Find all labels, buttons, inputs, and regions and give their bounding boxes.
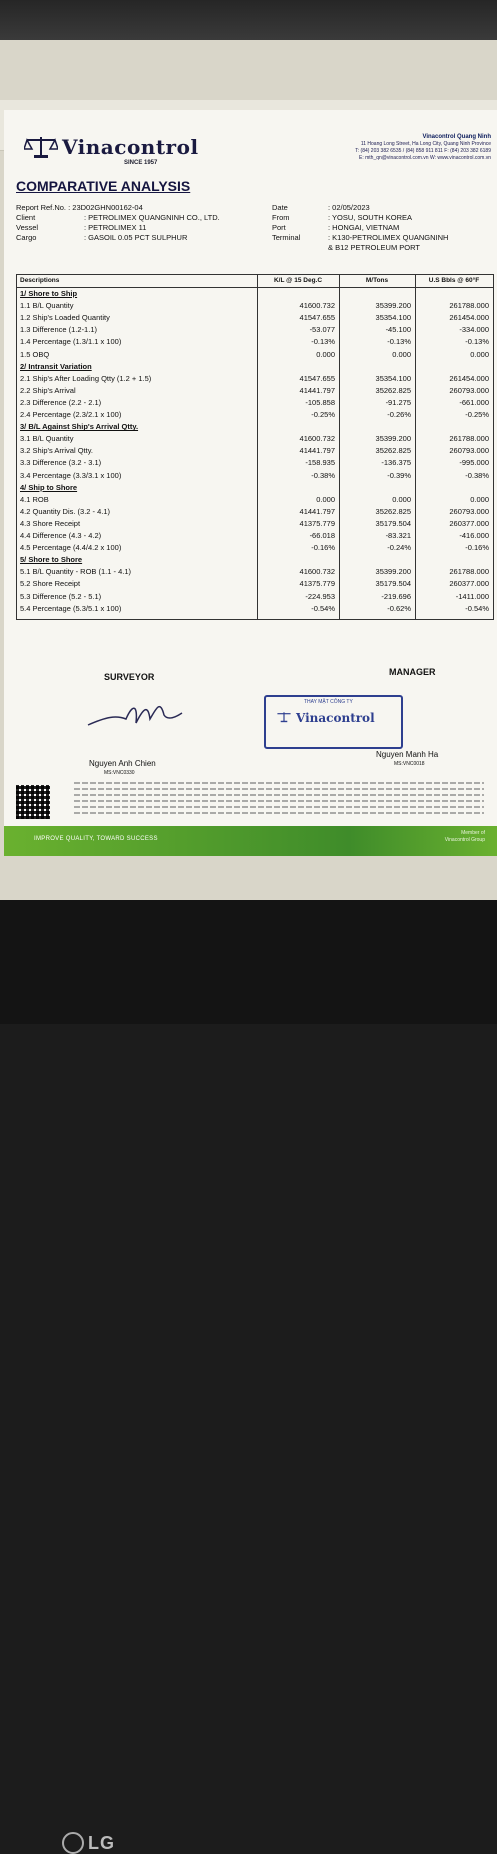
manager-id: MS:VNC0018 [394,761,425,767]
row-value-a: -0.38% [311,470,335,480]
port-label: Port [272,223,286,232]
row-description: 3.2 Ship's Arrival Qtty. [20,446,93,456]
fine-print-line [74,794,484,796]
header-labels-left [16,203,220,243]
stamp-caption: THAY MẶT CÔNG TY [304,699,353,705]
row-description: 2.2 Ship's Arrival [20,385,76,395]
table-row [17,398,493,408]
row-description: 4.3 Shore Receipt [20,518,81,528]
row-value-b: 35179.504 [375,579,411,589]
table-row [17,519,493,529]
row-value-c: 261454.000 [449,373,489,383]
row-value-b: 35262.825 [375,385,411,395]
qr-code [16,785,50,819]
monitor-logo [62,1832,115,1854]
row-description: 3/ B/L Against Ship's Arrival Qtty. [20,422,139,432]
date-value: : 02/05/2023 [328,203,370,212]
row-description: 3.3 Difference (3.2 - 3.1) [20,458,102,468]
table-row [17,313,493,323]
row-description: 5.2 Shore Receipt [20,579,81,589]
cargo-value: : GASOIL 0.05 PCT SULPHUR [84,233,188,242]
manager-label: MANAGER [389,667,436,677]
row-value-a: 41441.797 [299,446,335,456]
row-value-a: -158.935 [305,458,335,468]
row-description: 2.3 Difference (2.2 - 2.1) [20,397,102,407]
row-value-b: -0.39% [387,470,411,480]
row-value-a: 41375.779 [299,579,335,589]
footer-member [445,830,485,844]
row-description: 2.4 Percentage (2.3/2.1 x 100) [20,410,122,419]
document-page [4,110,497,850]
row-description: 5.3 Difference (5.2 - 5.1) [20,591,102,601]
col-header-kl: K/L @ 15 Deg.C [257,275,339,288]
address-line: T: (84) 203 382 6535 / (84) 858 911 811 F: (84) 203 382 6189 [355,148,491,154]
col-header-bbls: U.S Bbls @ 60°F [415,275,493,288]
table-row [17,350,493,360]
monitor-brand: LG [88,1832,115,1853]
stamp-brand: Vinacontrol [296,711,375,725]
row-value-c: -0.13% [465,337,489,347]
comparative-table [16,274,494,620]
row-value-c: -995.000 [459,458,489,468]
row-value-a: 0.000 [316,349,335,359]
row-value-b: -136.375 [381,458,411,468]
col-header-descriptions: Descriptions [17,275,260,288]
client-value: : PETROLIMEX QUANGNINH CO., LTD. [84,213,220,222]
date-label: Date [272,203,288,212]
row-description: 4.2 Quantity Dis. (3.2 - 4.1) [20,506,111,516]
row-description: 2/ Intransit Variation [20,361,92,371]
row-description: 3.4 Percentage (3.3/3.1 x 100) [20,470,122,480]
terminal-value: : K130-PETROLIMEX QUANGNINH [328,233,449,242]
table-row [17,507,493,517]
fine-print-line [74,788,484,790]
table-row [17,579,493,589]
row-value-c: -416.000 [459,531,489,540]
table-section-row [17,483,493,493]
row-value-c: -1411.000 [455,591,489,601]
brand-logo [24,135,199,159]
row-value-b: -45.100 [385,325,411,335]
row-value-b: -91.275 [385,397,411,407]
row-value-a: 41375.779 [299,518,335,528]
row-value-a: -0.25% [311,410,335,419]
cargo-label: Cargo [16,233,37,242]
row-value-a: -66.018 [309,531,335,540]
row-description: 4/ Ship to Shore [20,482,78,492]
fine-print-line [74,806,484,808]
brand-since: SINCE 1957 [124,160,158,166]
row-value-b: 35179.504 [375,518,411,528]
table-section-row [17,422,493,432]
table-section-row [17,555,493,565]
row-value-a: -0.16% [311,543,335,553]
row-description: 1.5 OBQ [20,349,50,359]
footer-slogan: IMPROVE QUALITY, TOWARD SUCCESS [34,836,158,842]
table-row [17,543,493,553]
row-value-b: -219.696 [381,591,411,601]
surveyor-id: MS:VNC0330 [104,770,135,776]
row-value-c: 260377.000 [449,518,489,528]
row-description: 1/ Shore to Ship [20,289,78,298]
row-value-c: 260793.000 [449,385,489,395]
table-row [17,386,493,396]
row-value-a: -224.953 [305,591,335,601]
row-value-b: 35399.200 [375,301,411,311]
table-row [17,495,493,505]
row-value-a: -105.858 [305,397,335,407]
table-row [17,471,493,481]
row-value-c: -0.54% [465,603,489,613]
brand-name: Vinacontrol [62,135,199,159]
table-row [17,374,493,384]
row-value-a: -53.077 [309,325,335,335]
table-section-row [17,289,493,299]
row-description: 4.4 Difference (4.3 - 4.2) [20,531,102,540]
row-description: 4.1 ROB [20,494,49,504]
table-row [17,434,493,444]
fine-print-line [74,812,484,814]
branch-name: Vinacontrol Quang Ninh [422,134,491,140]
row-description: 1.4 Percentage (1.3/1.1 x 100) [20,337,122,347]
row-value-b: 35354.100 [375,313,411,323]
table-row [17,301,493,311]
fine-print-line [74,782,484,784]
row-value-a: -0.13% [311,337,335,347]
col-header-mtons: M/Tons [339,275,415,288]
table-row [17,567,493,577]
terminal-label: Terminal [272,233,301,242]
table-row [17,458,493,468]
branch-address [291,134,491,162]
table-section-row [17,362,493,372]
row-value-a: 41600.732 [299,301,335,311]
row-value-c: 260793.000 [449,506,489,516]
terminal-value-2: & B12 PETROLEUM PORT [328,243,420,252]
report-value: 23D02GHN00162-04 [72,203,143,212]
row-value-a: 41441.797 [299,385,335,395]
row-value-c: -661.000 [459,397,489,407]
row-value-c: 0.000 [470,349,489,359]
table-row [17,446,493,456]
surveyor-label: SURVEYOR [104,672,155,682]
row-value-a: -0.54% [311,603,335,613]
row-description: 4.5 Percentage (4.4/4.2 x 100) [20,543,122,553]
row-value-b: -0.26% [387,410,411,419]
row-description: 1.2 Ship's Loaded Quantity [20,313,110,323]
row-value-c: -0.38% [465,470,489,480]
row-description: 2.1 Ship's After Loading Qtty (1.2 + 1.5) [20,373,152,383]
table-row [17,325,493,335]
row-value-b: 35399.200 [375,434,411,444]
row-value-c: -0.25% [465,410,489,419]
report-label: Report Ref.No. : [16,203,71,212]
row-value-b: 35399.200 [375,567,411,577]
row-description: 3.1 B/L Quantity [20,434,74,444]
scales-logo-icon [24,135,58,159]
row-value-b: -0.13% [387,337,411,347]
member-line: Vinacontrol Group [444,837,485,843]
row-value-a: 41600.732 [299,567,335,577]
member-line: Member of [461,830,485,836]
row-value-b: 35262.825 [375,506,411,516]
row-value-a: 41547.655 [299,313,335,323]
row-value-c: 260793.000 [449,446,489,456]
row-value-b: 0.000 [392,349,411,359]
fine-print-line [74,800,484,802]
manager-name: Nguyen Manh Ha [376,750,439,759]
row-description: 1.1 B/L Quantity [20,301,74,311]
row-value-a: 41600.732 [299,434,335,444]
header-labels-right [272,203,448,253]
row-value-c: -334.000 [459,325,489,335]
from-label: From [272,213,290,222]
surveyor-name: Nguyen Anh Chien [89,759,156,768]
row-value-a: 41441.797 [299,506,335,516]
row-value-c: 0.000 [470,494,489,504]
address-line: E: mth_qn@vinacontrol.com.vn W: www.vinacontrol.com.vn [359,155,491,161]
port-value: : HONGAI, VIETNAM [328,223,400,232]
document-title: COMPARATIVE ANALYSIS [16,178,191,194]
row-value-b: -83.321 [385,531,411,540]
monitor-top-bezel [0,0,497,40]
row-description: 5/ Shore to Shore [20,555,83,565]
row-description: 5.1 B/L Quantity - ROB (1.1 - 4.1) [20,567,132,577]
table-row [17,604,493,614]
address-line: 11 Hoang Long Street, Ha Long City, Quang Ninh Province [360,141,491,147]
from-value: : YOSU, SOUTH KOREA [328,213,413,222]
table-row [17,410,493,420]
footer-band [4,826,497,856]
monitor-bottom-bezel [0,900,497,1853]
table-row [17,531,493,541]
row-description: 5.4 Percentage (5.3/5.1 x 100) [20,603,122,613]
row-value-c: 261788.000 [449,434,489,444]
row-value-a: 0.000 [316,494,335,504]
vessel-value: : PETROLIMEX 11 [84,223,147,232]
row-value-c: 261788.000 [449,301,489,311]
row-value-b: 35354.100 [375,373,411,383]
row-value-b: 35262.825 [375,446,411,456]
vessel-label: Vessel [16,223,39,232]
row-value-c: 261788.000 [449,567,489,577]
row-value-a: 41547.655 [299,373,335,383]
row-value-b: 0.000 [392,494,411,504]
stamp-logo-icon [276,710,292,724]
row-value-b: -0.24% [387,543,411,553]
company-stamp [264,695,403,749]
table-row [17,337,493,347]
table-row [17,592,493,602]
row-value-c: -0.16% [465,543,489,553]
client-label: Client [16,213,36,222]
lg-face-icon [62,1832,84,1854]
surveyor-signature [86,695,186,735]
row-value-c: 260377.000 [449,579,489,589]
row-value-c: 261454.000 [449,313,489,323]
row-description: 1.3 Difference (1.2-1.1) [20,325,97,335]
row-value-b: -0.62% [387,603,411,613]
